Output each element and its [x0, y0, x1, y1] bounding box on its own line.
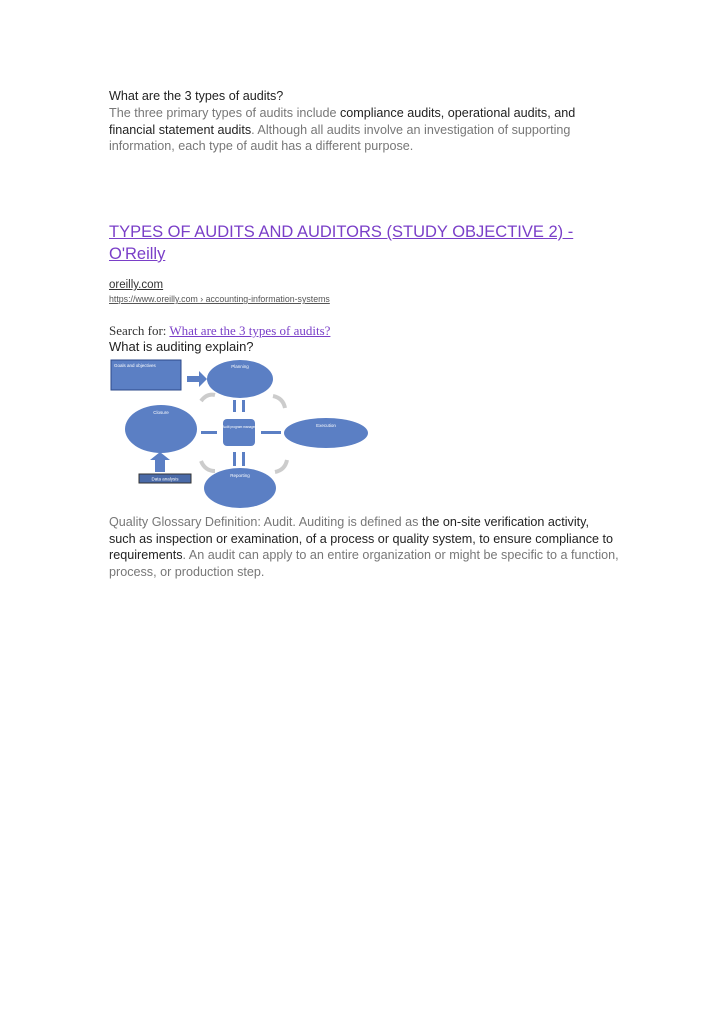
diagram-closure: Closure — [153, 410, 169, 415]
result-title-link[interactable]: TYPES OF AUDITS AND AUDITORS (STUDY OBJECTIVE 2) - O'Reilly — [109, 223, 574, 263]
diagram-goals: Goals and objectives — [114, 363, 156, 368]
audit-process-diagram — [109, 356, 371, 510]
question-audit-types: What are the 3 types of audits? — [109, 89, 284, 103]
diagram-execution: Execution — [316, 423, 336, 428]
search-link[interactable]: What are the 3 types of audits? — [169, 323, 331, 338]
result-site-link[interactable]: oreilly.com — [109, 279, 164, 291]
search-for — [109, 323, 619, 339]
answer-text: . An audit can apply to an entire organization or might be specific to a function, process, or production step. — [109, 548, 619, 579]
search-label: Search for: — [109, 323, 170, 338]
answer-bold: compliance audits, operational audits, and financial statement audits — [109, 106, 576, 137]
result-url-link[interactable]: https://www.oreilly.com › accounting-information-systems — [109, 294, 330, 304]
diagram-planning: Planning — [231, 364, 249, 369]
diagram-data: Data analysis — [151, 476, 179, 482]
answer-text: The three primary types of audits include — [109, 106, 340, 120]
question-auditing: What is auditing explain? — [109, 339, 254, 354]
diagram-reporting: Reporting — [230, 473, 250, 478]
answer-audit-types — [109, 105, 619, 155]
answer-text: Quality Glossary Definition: Audit. Auditing is defined as — [109, 515, 422, 529]
answer-bold: the on-site verification activity, such as inspection or examination, of a process or quality system, to ensure compliance to requirements — [109, 515, 614, 562]
diagram-center: Audit program manager — [222, 425, 256, 429]
answer-auditing — [109, 514, 619, 580]
answer-text: . Although all audits involve an investigation of supporting information, each type of audit has a different purpose. — [109, 122, 571, 153]
